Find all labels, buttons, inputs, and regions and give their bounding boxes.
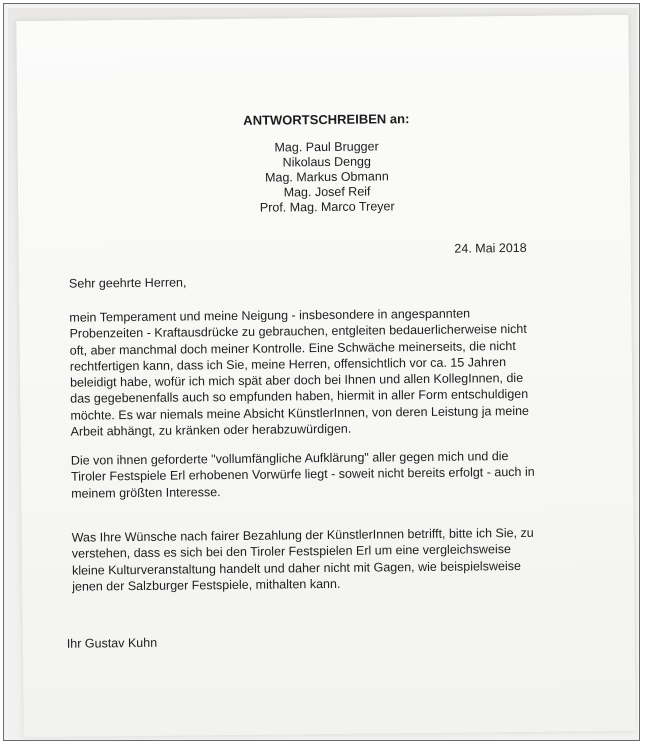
text-line: meinem größten Interesse. — [71, 484, 221, 501]
recipient: Nikolaus Dengg — [282, 154, 371, 170]
text-line: Die von ihnen geforderte "vollumfängliche Aufklärung" aller gegen mich und die — [70, 449, 509, 468]
text-line: jenen der Salzburger Festspiele, mithalten kann. — [72, 576, 341, 594]
text-line: das gegebenenfalls auch so empfunden haben, hiermit in aller Form entschuldigen — [70, 387, 529, 407]
salutation: Sehr geehrte Herren, — [68, 275, 187, 291]
text-line: verstehen, dass es sich bei den Tiroler Festspielen Erl um eine vergleichsweise — [71, 542, 512, 561]
recipient: Mag. Paul Brugger — [274, 139, 379, 155]
text-line: Arbeit abhängt, zu kränken oder herabzuwürdigen. — [70, 421, 352, 439]
letter-date: 24. Mai 2018 — [454, 240, 527, 256]
paragraph-payment — [72, 524, 603, 595]
text-line: oft, aber manchmal doch meiner Kontrolle. Eine Schwäche meinerseits, die nicht — [69, 338, 516, 358]
paragraph-apology — [69, 304, 600, 440]
text-line: Tiroler Festspiele Erl erhobenen Vorwürfe liegt - soweit nicht bereits erfolgt - auch in — [70, 465, 535, 484]
paragraph-clarification — [71, 447, 601, 501]
letter-heading: ANTWORTSCHREIBEN an: — [243, 111, 410, 128]
recipient: Mag. Josef Reif — [283, 184, 371, 200]
text-line: kleine Kulturveranstaltung handelt und daher nicht mit Gagen, wie beispielsweise — [71, 558, 521, 578]
letter-photo — [8, 8, 637, 740]
text-line: Was Ihre Wünsche nach fairer Bezahlung der KünstlerInnen betrifft, bitte ich Sie, zu — [71, 525, 534, 545]
text-line: rechtfertigen kann, dass ich Sie, meine Herren, offensichtlich vor ca. 15 Jahren — [69, 355, 507, 374]
recipient: Mag. Markus Obmann — [265, 169, 389, 185]
text-line: mein Temperament und meine Neigung - insbesondere in angespannten — [69, 306, 471, 325]
text-line: Probenzeiten - Kraftausdrücke zu gebrauchen, entgleiten bedauerlicherweise nicht — [69, 322, 527, 341]
text-line: beleidigt habe, wofür ich mich spät aber doch bei Ihnen und allen KollegInnen, die — [69, 371, 524, 390]
text-line: möchte. Es war niemals meine Absicht KünstlerInnen, von deren Leistung ja meine — [70, 403, 530, 423]
recipient: Prof. Mag. Marco Treyer — [259, 199, 395, 215]
recipient-list — [18, 137, 631, 218]
signature: Ihr Gustav Kuhn — [66, 635, 158, 651]
letter-paper — [16, 15, 635, 737]
